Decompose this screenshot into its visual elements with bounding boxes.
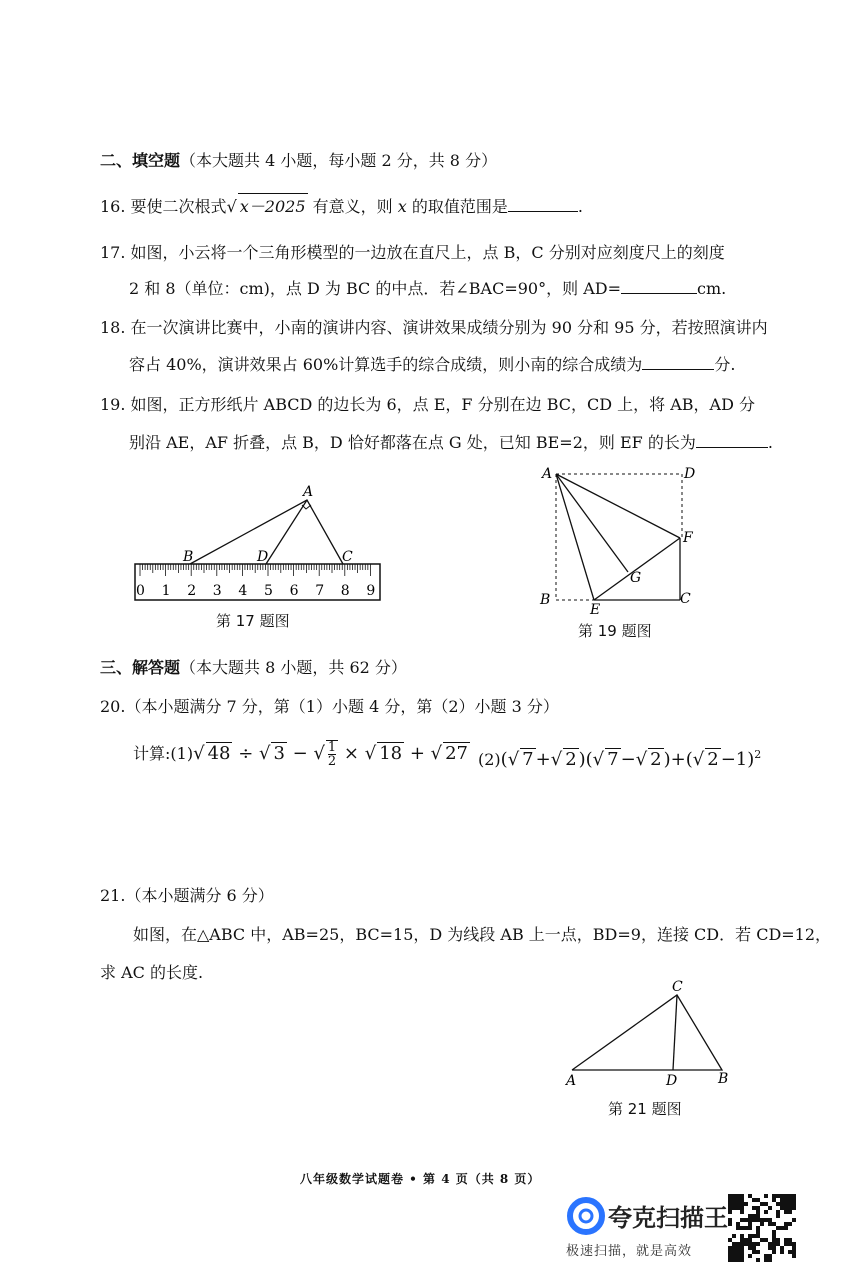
q16-text-post: 有意义，则: [312, 197, 393, 216]
label-b: B: [718, 1071, 729, 1087]
question-20-heading: [100, 694, 559, 717]
figure-19: [530, 460, 710, 620]
segment-ef: [594, 538, 680, 600]
segment-cd: [673, 995, 677, 1070]
ruler-tick-label: 2: [187, 583, 197, 599]
qr-code-icon: [728, 1194, 796, 1262]
answer-blank: [642, 355, 714, 370]
fold-ae: [556, 474, 594, 600]
q16-text-post2: 的取值范围是: [411, 197, 508, 216]
q16-end: .: [577, 197, 583, 216]
label-e: E: [590, 602, 601, 618]
q18-line-2b: 分.: [714, 355, 736, 374]
radicand-18: 18: [379, 743, 403, 764]
question-number: 17.: [100, 243, 126, 262]
part-1-label: (1): [170, 744, 194, 763]
section-3-heading: [100, 655, 407, 678]
q16-text-pre: 要使二次根式: [130, 197, 227, 216]
ruler-tick-label: 1: [161, 583, 171, 599]
q21-line-2: 求 AC 的长度.: [100, 963, 204, 982]
ruler-tick-labels: [136, 583, 375, 599]
question-number: 20.: [100, 697, 126, 716]
radicand-7: 7: [607, 749, 619, 770]
label-b: B: [540, 592, 551, 608]
ruler-tick-label: 3: [212, 583, 222, 599]
q18-line-1: 在一次演讲比赛中，小南的演讲内容、演讲效果成绩分别为 90 分和 95 分，若按照演讲内: [130, 318, 768, 337]
q18-line-2a: 容占 40%，演讲效果占 60%计算选手的综合成绩，则小南的综合成绩为: [129, 355, 643, 374]
question-number: 16.: [100, 197, 126, 216]
q19-line-1: 如图，正方形纸片 ABCD 的边长为 6，点 E，F 分别在边 BC，CD 上，将 AB，AD 分: [130, 395, 756, 414]
calc-label: 计算:: [133, 744, 171, 763]
q21-line-1: 如图，在△ABC 中，AB=25，BC=15，D 为线段 AB 上一点，BD=9，连接 CD．若 CD=12，: [133, 925, 832, 944]
label-c: C: [672, 979, 683, 995]
exponent: 2: [754, 748, 762, 761]
label-c: C: [342, 549, 353, 565]
part-2-label: (2): [478, 750, 501, 769]
q16-radicand: x－2025: [238, 193, 308, 217]
section-2-heading: [100, 148, 497, 171]
ruler-tick-label: 8: [340, 583, 350, 599]
radicand-27: 27: [445, 743, 469, 764]
label-b: B: [183, 549, 194, 565]
label-a: A: [566, 1073, 577, 1089]
ruler-tick-label: 7: [315, 583, 325, 599]
scanner-logo-icon: [566, 1196, 606, 1236]
question-16: [100, 193, 583, 217]
q17-line-2b: cm.: [696, 279, 727, 298]
page-footer: 八年级数学试题卷 • 第 4 页（共 8 页）: [300, 1172, 541, 1186]
figure-17: [125, 478, 395, 608]
segment-ag: [556, 474, 628, 572]
scanner-watermark: [560, 1192, 850, 1266]
q20-part-1: 计算:(1)√ 48 ÷ √ 3 − √ $\frac{1}{2}$ × √ 18 + √ 27: [133, 740, 469, 769]
radicand-7: 7: [522, 749, 534, 770]
ruler-tick-label: 6: [289, 583, 299, 599]
question-number: 21.: [100, 886, 126, 905]
radicand-2: 2: [650, 749, 662, 770]
figure-21: [560, 975, 740, 1090]
question-number: 19.: [100, 395, 126, 414]
q19-line-2b: .: [767, 433, 773, 452]
figure-21-caption: 第 21 题图: [608, 1100, 682, 1118]
label-a: A: [542, 466, 553, 482]
figure-19-caption: 第 19 题图: [578, 622, 652, 640]
scanner-brand: 夸克扫描王: [608, 1204, 728, 1232]
question-18-line-1: [100, 315, 768, 338]
ruler-ticks: [140, 564, 370, 576]
q17-line-1: 如图，小云将一个三角形模型的一边放在直尺上，点 B，C 分别对应刻度尺上的刻度: [130, 243, 725, 262]
section-3-title: 三、解答题: [100, 658, 181, 677]
ruler-tick-label: 5: [264, 583, 273, 599]
q20-note: （本小题满分 7 分，第（1）小题 4 分，第（2）小题 3 分）: [125, 697, 559, 716]
fraction-half: [326, 740, 338, 768]
question-19-line-2: [129, 430, 773, 453]
question-21-heading: [100, 883, 274, 906]
question-17-line-1: [100, 240, 725, 263]
q16-variable: x: [397, 197, 407, 216]
ruler-tick-label: 9: [366, 583, 376, 599]
q19-line-2a: 别沿 AE，AF 折叠，点 B，D 恰好都落在点 G 处，已知 BE=2，则 EF 的长为: [129, 433, 696, 452]
fraction-denominator: 2: [327, 754, 337, 769]
radicand-2: 2: [565, 749, 577, 770]
fold-af: [556, 474, 680, 538]
radicand-2: 2: [707, 749, 719, 770]
ruler-tick-label: 0: [136, 583, 145, 599]
triangle-abc: [572, 995, 722, 1070]
question-18-line-2: [129, 352, 735, 375]
fraction-numerator: 1: [327, 740, 337, 755]
question-number: 18.: [100, 318, 126, 337]
figure-17-caption: 第 17 题图: [216, 612, 290, 630]
segment-ad: [266, 500, 307, 564]
question-19-line-1: [100, 392, 755, 415]
radical-sign: √: [226, 197, 237, 216]
answer-blank: [508, 197, 578, 212]
label-g: G: [630, 570, 642, 586]
q21-note: （本小题满分 6 分）: [125, 886, 274, 905]
radicand-3: 3: [273, 743, 285, 764]
label-f: F: [683, 530, 693, 546]
label-d: D: [666, 1073, 678, 1089]
ruler-tick-label: 4: [238, 583, 248, 599]
q20-part-2: (2)(√ 7 +√ 2 )(√ 7 −√ 2 )+(√ 2 −1)$^2$: [478, 748, 762, 770]
section-2-title: 二、填空题: [100, 151, 181, 170]
answer-blank: [621, 279, 697, 294]
label-d: D: [684, 466, 696, 482]
section-2-note: （本大题共 4 小题，每小题 2 分，共 8 分）: [180, 151, 498, 170]
radicand-48: 48: [207, 743, 231, 764]
label-a: A: [303, 484, 314, 500]
label-d: D: [257, 549, 269, 565]
q17-line-2a: 2 和 8（单位：cm)，点 D 为 BC 的中点．若∠BAC=90°，则 AD=: [129, 279, 621, 298]
section-3-note: （本大题共 8 小题，共 62 分）: [180, 658, 407, 677]
answer-blank: [696, 433, 768, 448]
label-c: C: [680, 591, 691, 607]
question-17-line-2: [129, 276, 726, 299]
scanner-slogan: 极速扫描，就是高效: [566, 1244, 693, 1259]
